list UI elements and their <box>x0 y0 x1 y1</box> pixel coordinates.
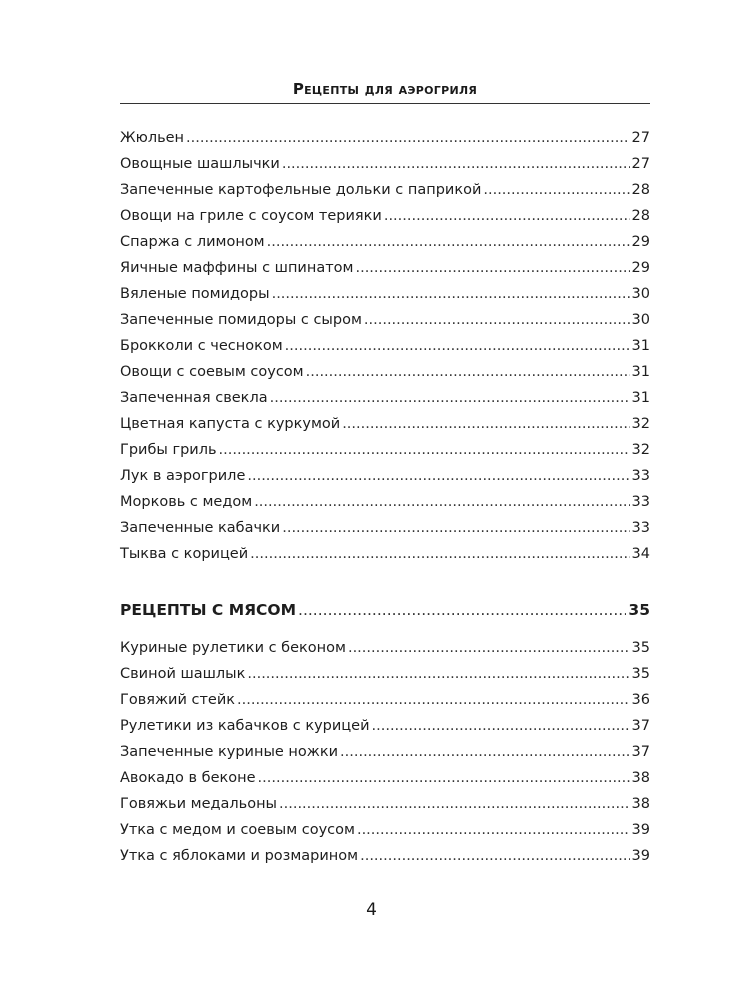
toc-entry[interactable] <box>120 437 650 463</box>
page-number: 4 <box>366 900 377 920</box>
toc-entry-title: Куриные рулетики с беконом <box>120 640 346 656</box>
toc-entry-page: 35 <box>631 666 650 682</box>
toc-entry-title: Яичные маффины с шпинатом <box>120 260 354 276</box>
toc-entry-page: 37 <box>631 718 650 734</box>
dot-leader <box>357 817 630 843</box>
toc-entry[interactable] <box>120 843 650 869</box>
toc-entry-page: 38 <box>631 770 650 786</box>
toc-entry-page: 29 <box>631 234 650 250</box>
dot-leader <box>247 661 629 687</box>
toc-entry-page: 35 <box>631 640 650 656</box>
toc-entry-page: 34 <box>631 546 650 562</box>
toc-entry[interactable] <box>120 125 650 151</box>
header-rule <box>120 103 650 104</box>
toc-entry-page: 27 <box>631 130 650 146</box>
toc-entry[interactable] <box>120 515 650 541</box>
dot-leader <box>348 635 630 661</box>
toc-entry[interactable] <box>120 635 650 661</box>
toc-entry-page: 31 <box>631 364 650 380</box>
section-page: 35 <box>628 601 650 619</box>
toc-entry-page: 30 <box>631 286 650 302</box>
dot-leader <box>219 437 630 463</box>
toc-entry-title: Грибы гриль <box>120 442 217 458</box>
dot-leader <box>272 281 630 307</box>
toc-entry-page: 33 <box>631 520 650 536</box>
dot-leader <box>360 843 629 869</box>
toc-entry-page: 39 <box>631 848 650 864</box>
toc-entry-title: Овощи на гриле с соусом терияки <box>120 208 382 224</box>
toc-entry-title: Рулетики из кабачков с курицей <box>120 718 370 734</box>
toc-entry-title: Вяленые помидоры <box>120 286 270 302</box>
toc-entry[interactable] <box>120 411 650 437</box>
toc-entry-page: 39 <box>631 822 650 838</box>
toc-entry[interactable] <box>120 817 650 843</box>
dot-leader <box>342 411 629 437</box>
toc-entry-title: Цветная капуста с куркумой <box>120 416 341 432</box>
dot-leader <box>250 541 629 567</box>
toc-entry[interactable] <box>120 687 650 713</box>
toc-entry-page: 38 <box>631 796 650 812</box>
toc-entry-title: Лук в аэрогриле <box>120 468 246 484</box>
dot-leader <box>267 229 630 255</box>
dot-leader <box>298 597 626 623</box>
toc-entry-page: 32 <box>631 416 650 432</box>
toc-entry-title: Овощные шашлычки <box>120 156 280 172</box>
dot-leader <box>247 463 629 489</box>
toc-entry[interactable] <box>120 307 650 333</box>
toc-entry[interactable] <box>120 739 650 765</box>
toc-entry-page: 33 <box>631 494 650 510</box>
dot-leader <box>279 791 630 817</box>
toc-entry[interactable] <box>120 489 650 515</box>
dot-leader <box>483 177 629 203</box>
toc-entry[interactable] <box>120 203 650 229</box>
toc-entry-title: Говяжьи медальоны <box>120 796 278 812</box>
toc-entry[interactable] <box>120 151 650 177</box>
toc-entry[interactable] <box>120 359 650 385</box>
toc-entry-page: 37 <box>631 744 650 760</box>
toc-entry[interactable] <box>120 255 650 281</box>
toc-entry-title: Авокадо в беконе <box>120 770 256 786</box>
toc-entry-page: 31 <box>631 390 650 406</box>
toc-group-vegetables <box>120 125 650 567</box>
toc-entry-title: Запеченные картофельные дольки с паприкой <box>120 182 482 198</box>
toc-section-heading[interactable] <box>120 597 650 623</box>
toc-entry-title: Утка с яблоками и розмарином <box>120 848 359 864</box>
toc-entry-page: 36 <box>631 692 650 708</box>
toc-entry-title: Запеченная свекла <box>120 390 268 406</box>
dot-leader <box>258 765 630 791</box>
toc-entry-page: 33 <box>631 468 650 484</box>
toc-entry-page: 30 <box>631 312 650 328</box>
toc-entry[interactable] <box>120 281 650 307</box>
toc-entry[interactable] <box>120 541 650 567</box>
dot-leader <box>285 333 630 359</box>
toc-entry[interactable] <box>120 713 650 739</box>
toc-entry[interactable] <box>120 177 650 203</box>
dot-leader <box>186 125 630 151</box>
toc-entry[interactable] <box>120 385 650 411</box>
toc-entry[interactable] <box>120 229 650 255</box>
toc-entry[interactable] <box>120 791 650 817</box>
dot-leader <box>364 307 630 333</box>
toc-entry-title: Запеченные помидоры с сыром <box>120 312 362 328</box>
toc-entry[interactable] <box>120 333 650 359</box>
toc-entry-page: 28 <box>631 208 650 224</box>
toc-entry-title: Запеченные куриные ножки <box>120 744 339 760</box>
toc-entry-title: Свиной шашлык <box>120 666 246 682</box>
toc-entry[interactable] <box>120 765 650 791</box>
toc-entry[interactable] <box>120 661 650 687</box>
toc-entry-page: 27 <box>631 156 650 172</box>
table-of-contents <box>120 125 650 869</box>
dot-leader <box>254 489 629 515</box>
toc-entry-title: Овощи с соевым соусом <box>120 364 304 380</box>
toc-entry-title: Жюльен <box>120 130 185 146</box>
dot-leader <box>372 713 630 739</box>
toc-entry-page: 29 <box>631 260 650 276</box>
toc-entry-page: 31 <box>631 338 650 354</box>
toc-group-meat <box>120 635 650 869</box>
running-header: Рецепты для аэрогриля <box>292 80 478 98</box>
toc-entry-title: Брокколи с чесноком <box>120 338 283 354</box>
toc-entry-title: Запеченные кабачки <box>120 520 281 536</box>
section-title: РЕЦЕПТЫ С МЯСОМ <box>120 601 297 619</box>
toc-entry-title: Тыква с корицей <box>120 546 249 562</box>
dot-leader <box>355 255 629 281</box>
toc-entry-title: Морковь с медом <box>120 494 253 510</box>
toc-entry-title: Спаржа с лимоном <box>120 234 265 250</box>
dot-leader <box>270 385 630 411</box>
dot-leader <box>237 687 630 713</box>
toc-entry-title: Утка с медом и соевым соусом <box>120 822 355 838</box>
dot-leader <box>306 359 630 385</box>
dot-leader <box>282 151 630 177</box>
toc-entry-title: Говяжий стейк <box>120 692 236 708</box>
toc-entry-page: 28 <box>631 182 650 198</box>
dot-leader <box>340 739 630 765</box>
toc-entry-page: 32 <box>631 442 650 458</box>
toc-entry[interactable] <box>120 463 650 489</box>
dot-leader <box>384 203 630 229</box>
dot-leader <box>282 515 629 541</box>
